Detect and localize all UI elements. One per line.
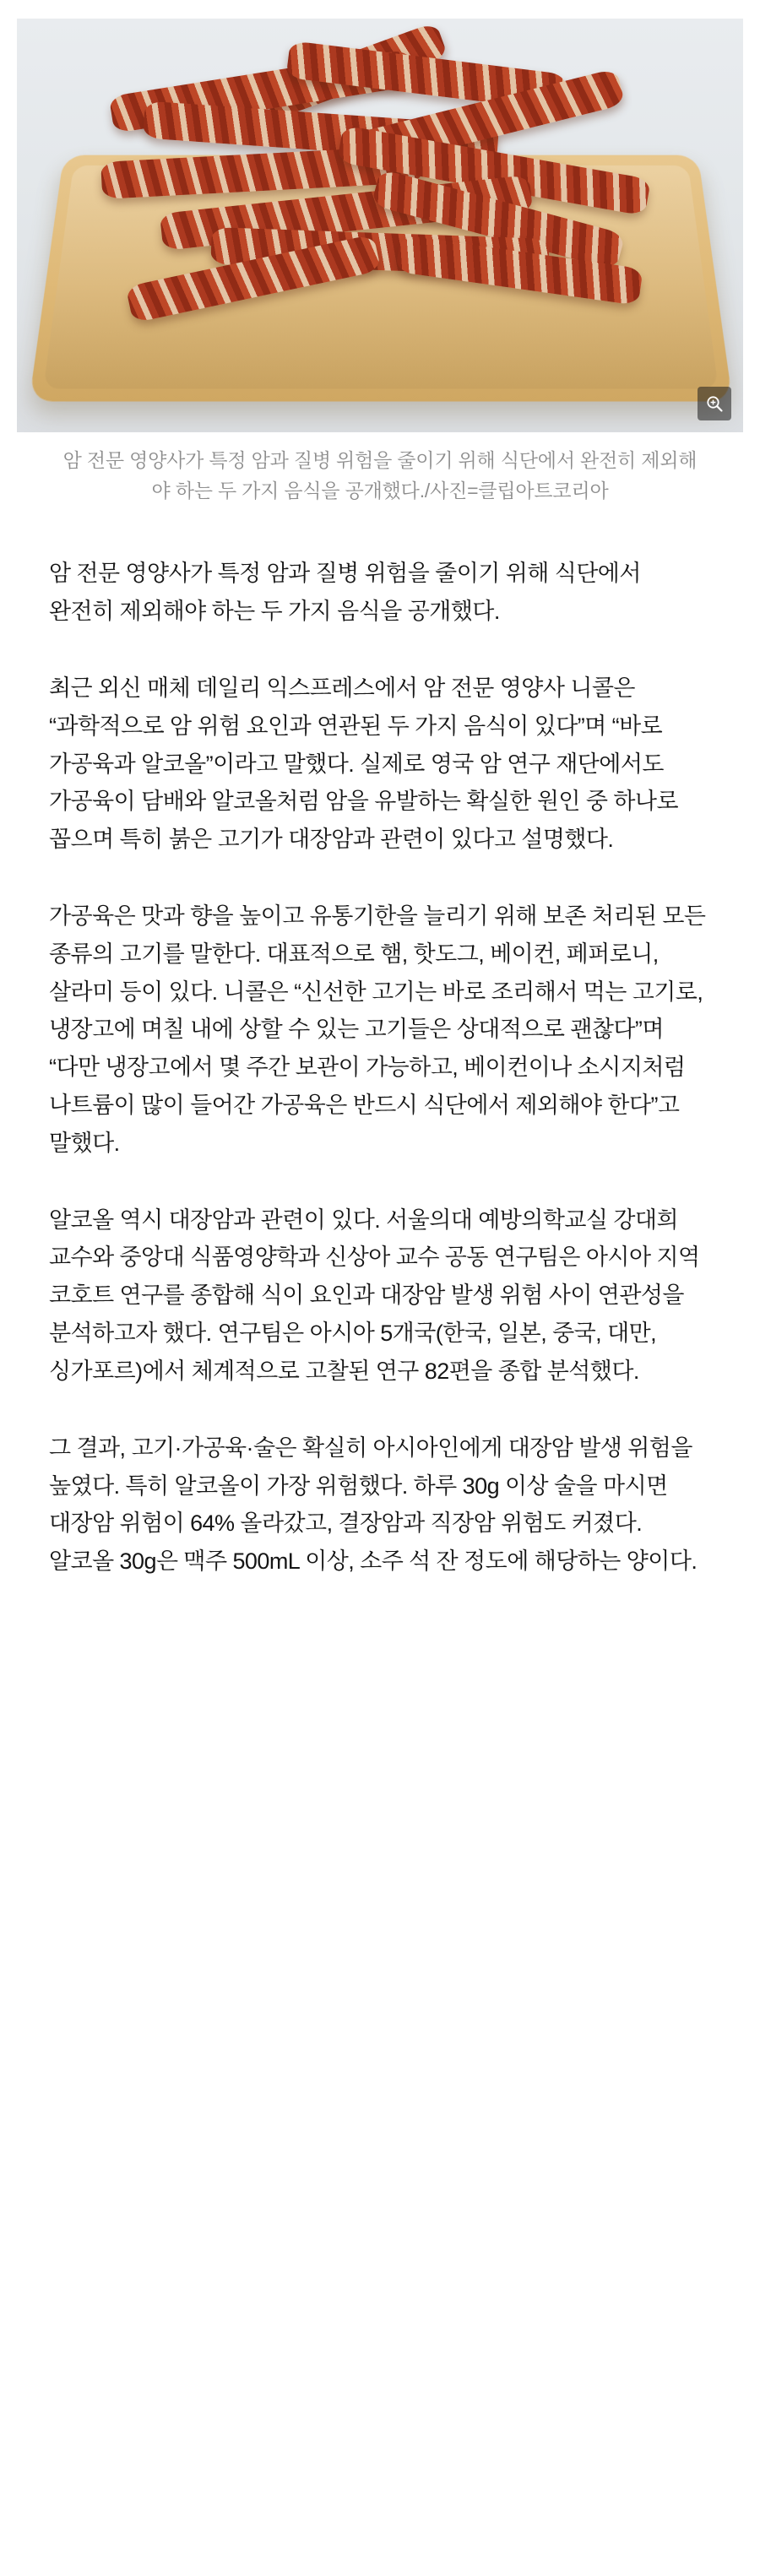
article-paragraph: 최근 외신 매체 데일리 익스프레스에서 암 전문 영양사 니콜은 “과학적으로 암 위험 요인과 연관된 두 가지 음식이 있다”며 “바로 가공육과 알코올”이라고 말했다. 실제로 영국 암 연구 재단에서도 가공육이 담배와 알코올처럼 암을 유발하는 확실한 원인 중 하나로 꼽으며 특히 붉은 고기가 대장암과 관련이 있다고 설명했다. <box>49 675 678 853</box>
article-body <box>17 506 743 1614</box>
figure-caption: 암 전문 영양사가 특정 암과 질병 위험을 줄이기 위해 식단에서 완전히 제외해야 하는 두 가지 음식을 공개했다./사진=클립아트코리아 <box>62 449 698 502</box>
article-container <box>17 0 743 1614</box>
article-figure <box>17 19 743 506</box>
article-paragraph: 알코올 역시 대장암과 관련이 있다. 서울의대 예방의학교실 강대희 교수와 중앙대 식품영양학과 신상아 교수 공동 연구팀은 아시아 지역 코호트 연구를 종합해 식이 요인과 대장암 발생 위험 사이 연관성을 분석하고자 했다. 연구팀은 아시아 5개국(한국, 일본, 중국, 대만, 싱가포르)에서 체계적으로 고찰된 연구 82편을 종합 분석했다. <box>49 1207 700 1384</box>
article-paragraph: 그 결과, 고기·가공육·술은 확실히 아시아인에게 대장암 발생 위험을 높였다. 특히 알코올이 가장 위험했다. 하루 30g 이상 술을 마시면 대장암 위험이 64% 올라갔고, 결장암과 직장암 위험도 커졌다. 알코올 30g은 맥주 500mL 이상, 소주 석 잔 정도에 해당하는 양이다. <box>49 1434 698 1575</box>
article-paragraph: 암 전문 영양사가 특정 암과 질병 위험을 줄이기 위해 식단에서 완전히 제외해야 하는 두 가지 음식을 공개했다. <box>49 561 641 625</box>
article-paragraph: 가공육은 맛과 향을 높이고 유통기한을 늘리기 위해 보존 처리된 모든 종류의 고기를 말한다. 대표적으로 햄, 핫도그, 베이컨, 페퍼로니, 살라미 등이 있다. 니콜은 “신선한 고기는 바로 조리해서 먹는 고기로, 냉장고에 며칠 내에 상할 수 있는 고기들은 상대적으로 괜찮다”며 “다만 냉장고에서 몇 주간 보관이 가능하고, 베이컨이나 소시지처럼 나트륨이 많이 들어간 가공육은 반드시 식단에서 제외해야 한다”고 말했다. <box>49 903 706 1156</box>
article-photo <box>17 19 743 432</box>
bacon-pile <box>93 52 676 306</box>
magnifier-icon[interactable] <box>698 387 731 420</box>
